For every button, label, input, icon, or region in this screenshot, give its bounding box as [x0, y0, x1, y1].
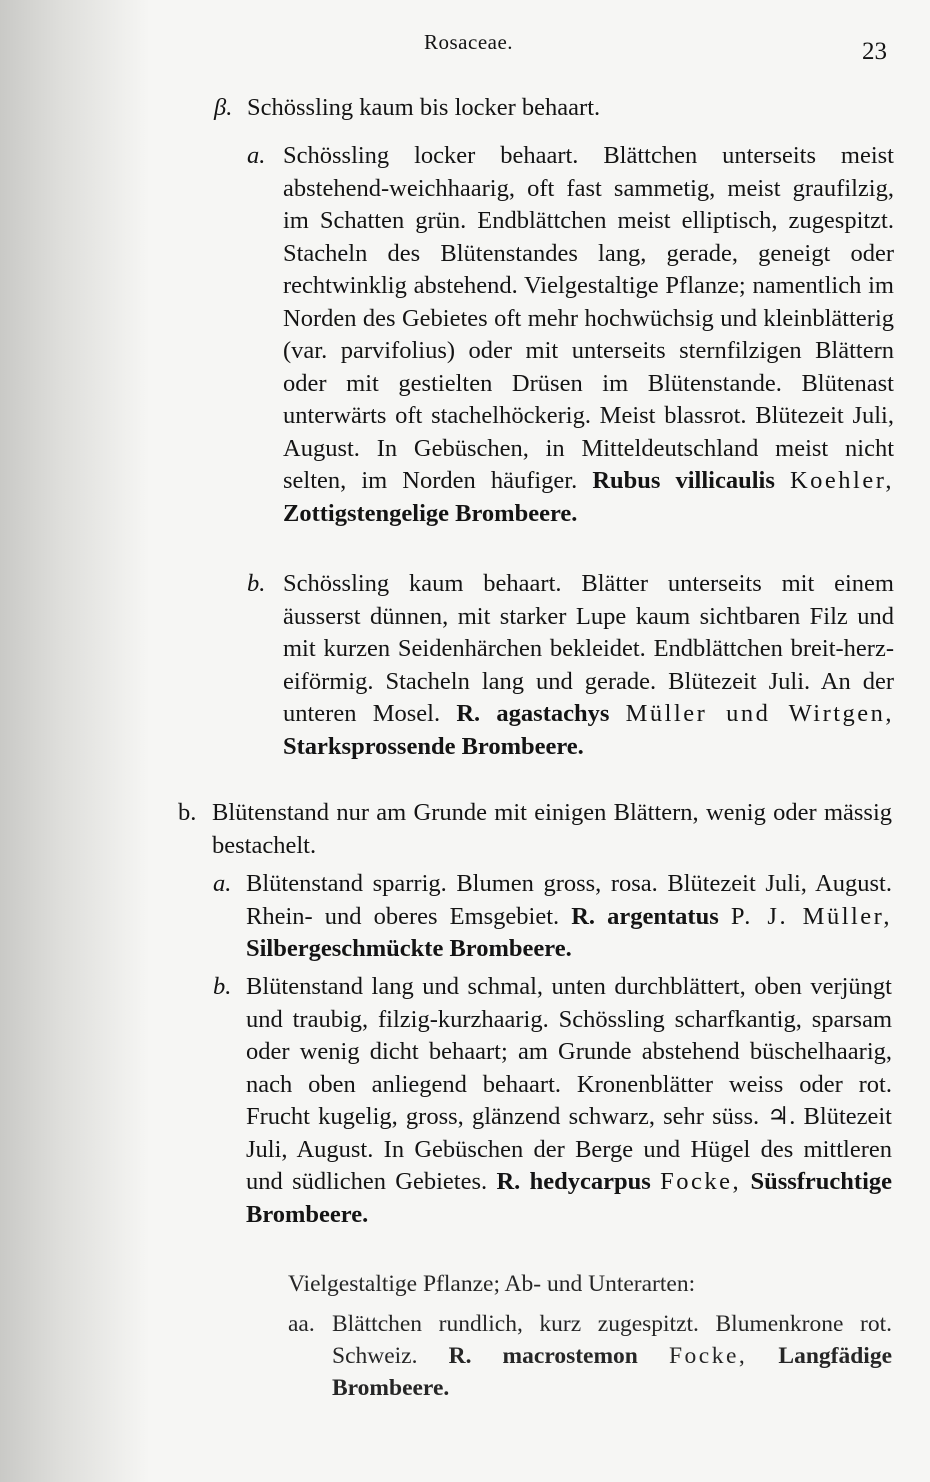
entry-text: Schössling kaum behaart. Blätter unterseits mit einem äusserst dünnen, mit starker Lupe kaum sichtbaren Filz und mit kurzen Seidenhärchen bekleidet. Endblättchen breit-herz-eiförmig. Stacheln lang und gerade. Blütezeit Juli. An der unteren Mosel. [283, 570, 894, 727]
entry-b-lang [213, 971, 893, 1231]
common-name: Langfädige Brombeere. [332, 1343, 893, 1401]
running-head: Rosaceae. [424, 30, 514, 54]
entry-aa [288, 1308, 893, 1404]
entry-a-sparrig [213, 868, 892, 966]
entry-b-kaum [247, 568, 895, 763]
page-edge-shadow [0, 0, 150, 1482]
entry-text: Blütenstand sparrig. Blumen gross, rosa. Blütezeit Juli, August. Rhein- und oberes Emsgebiet. [246, 870, 892, 930]
entry-marker: a. [247, 142, 266, 169]
author-name: P. J. Müller, [730, 902, 892, 930]
species-name: R. argentatus [571, 902, 719, 930]
entry-marker: β. [214, 94, 233, 121]
species-name: R. agastachys [456, 700, 610, 727]
common-name: Zottigstengelige Brombeere. [283, 499, 578, 527]
entry-text: Schössling kaum bis locker behaart. [247, 94, 601, 121]
author-name: Focke, [668, 1343, 748, 1369]
entry-text: Blättchen rundlich, kurz zugespitzt. Blumenkrone rot. Schweiz. [332, 1311, 892, 1369]
common-name: Starksprossende Brombeere. [283, 732, 584, 760]
entry-a-locker [247, 140, 895, 530]
entry-text: Schössling locker behaart. Blättchen unterseits meist abstehend-weichhaarig, oft fast sammetig, meist graufilzig, im Schatten grün. Endblättchen meist elliptisch, zugespitzt. Stacheln des Blütenstandes lang, gerade, geneigt oder rechtwinklig abstehend. Vielgestaltige Pflanze; namentlich im Norden des Gebietes oft mehr hochwüchsig und kleinblätterig (var. parvifolius) oder mit unterseits sternfilzigen Blättern oder mit gestielten Drüsen im Blütenstande. Blütenast unterwärts oft stachelhöckerig. Meist blassrot. Blütezeit Juli, August. In Gebüschen, in Mitteldeutschland meist nicht selten, im Norden häufiger. [283, 142, 894, 494]
species-name: Rubus villicaulis [592, 467, 775, 494]
entry-marker: b. [178, 799, 197, 826]
page-number: 23 [862, 38, 887, 65]
entry-marker: b. [213, 973, 232, 1000]
entry-text: Blütenstand nur am Grunde mit einigen Blättern, wenig oder mässig bestachelt. [212, 799, 892, 859]
entry-marker: a. [213, 870, 232, 897]
entry-b-bluetenstand [178, 797, 892, 862]
species-name: R. hedycarpus [496, 1168, 651, 1195]
varieties-intro [288, 1268, 892, 1300]
author-name: Focke, [660, 1168, 742, 1195]
entry-text: Vielgestaltige Pflanze; Ab- und Unterarten: [288, 1271, 696, 1297]
entry-marker: aa. [288, 1311, 315, 1337]
common-name: Silbergeschmückte Brombeere. [246, 935, 572, 962]
entry-beta [214, 92, 887, 125]
author-name: Koehler, [789, 467, 895, 494]
species-name: R. macrostemon [448, 1343, 638, 1369]
author-name: Müller und Wirtgen, [625, 700, 895, 727]
entry-marker: b. [247, 570, 266, 597]
common-name: Süssfruchtige Brombeere. [246, 1168, 893, 1228]
entry-text: Blütenstand lang und schmal, unten durchblättert, oben verjüngt und traubig, filzig-kurzhaarig. Schössling scharfkantig, sparsam oder wenig dicht behaart; am Grunde abstehend büschelhaarig, nach oben anliegend behaart. Kronenblätter weiss oder rot. Frucht kugelig, gross, glänzend schwarz, sehr süss. ♃. Blütezeit Juli, August. In Gebüschen der Berge und Hügel des mittleren und südlichen Gebietes. [246, 973, 892, 1195]
